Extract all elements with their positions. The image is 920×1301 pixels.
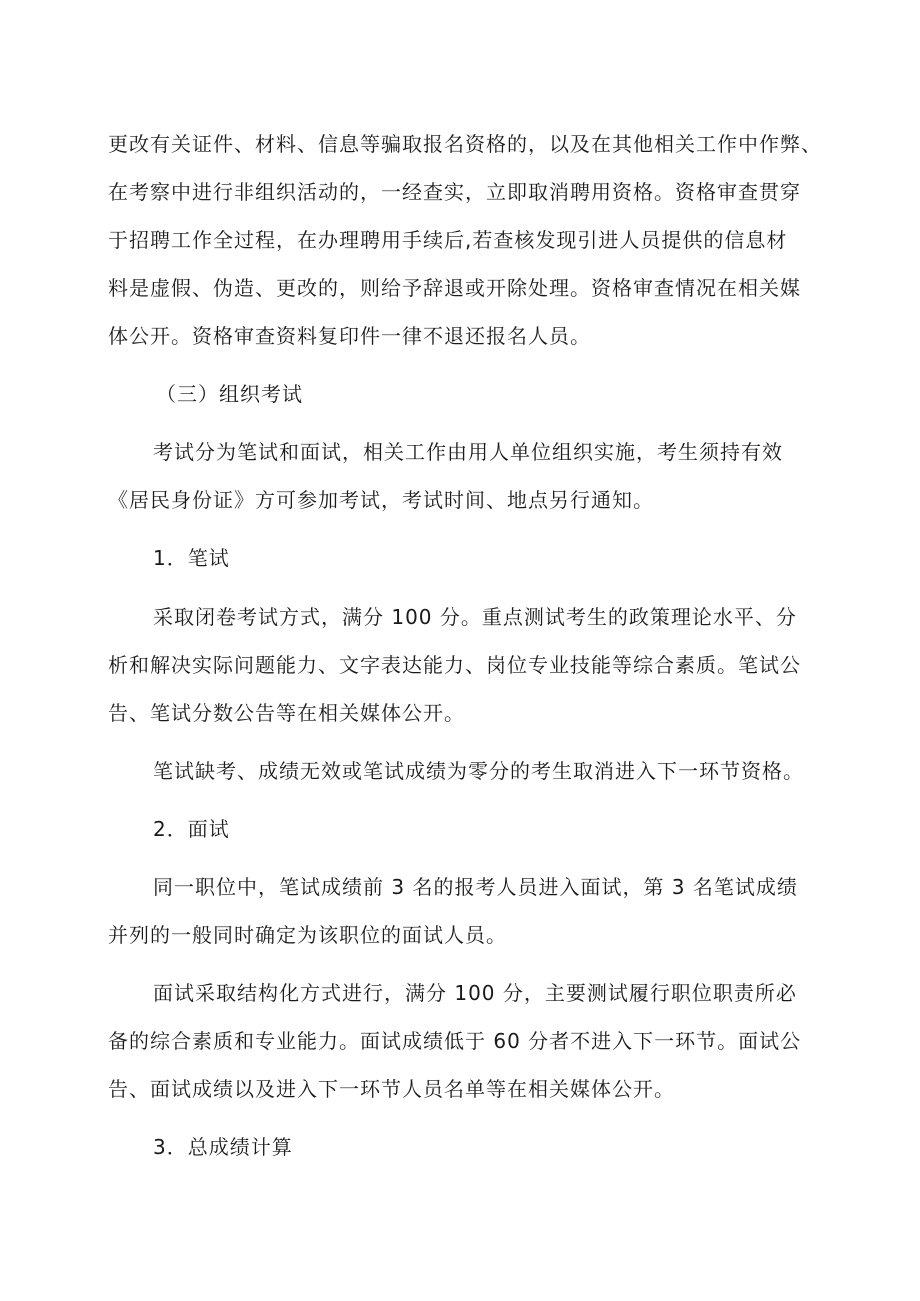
paragraph-line: 在考察中进行非组织活动的，一经查实，立即取消聘用资格。资格审查贯穿 xyxy=(108,180,801,204)
paragraph-line: 并列的一般同时确定为该职位的面试人员。 xyxy=(108,923,507,947)
subsection-heading: 3．总成绩计算 xyxy=(153,1135,293,1159)
paragraph-line: 笔试缺考、成绩无效或笔试成绩为零分的考生取消进入下一环节资格。 xyxy=(153,759,804,783)
paragraph-line: 于招聘工作全过程，在办理聘用手续后,若查核发现引进人员提供的信息材 xyxy=(108,228,788,252)
paragraph-line: 同一职位中，笔试成绩前 3 名的报考人员进入面试，第 3 名笔试成绩 xyxy=(153,875,798,899)
paragraph-line: 考试分为笔试和面试，相关工作由用人单位组织实施，考生须持有效 xyxy=(153,440,783,464)
paragraph-line: 更改有关证件、材料、信息等骗取报名资格的，以及在其他相关工作中作弊、 xyxy=(108,132,822,156)
section-heading: （三）组织考试 xyxy=(156,382,303,406)
paragraph-line: 《居民身份证》方可参加考试，考试时间、地点另行通知。 xyxy=(108,488,654,512)
paragraph-line: 告、笔试分数公告等在相关媒体公开。 xyxy=(108,701,465,725)
paragraph-line: 面试采取结构化方式进行，满分 100 分，主要测试履行职位职责所必 xyxy=(153,981,797,1005)
paragraph-line: 告、面试成绩以及进入下一环节人员名单等在相关媒体公开。 xyxy=(108,1077,675,1101)
paragraph-line: 采取闭卷考试方式，满分 100 分。重点测试考生的政策理论水平、分 xyxy=(153,605,797,629)
paragraph-line: 体公开。资格审查资料复印件一律不退还报名人员。 xyxy=(108,324,591,348)
paragraph-line: 备的综合素质和专业能力。面试成绩低于 60 分者不进入下一环节。面试公 xyxy=(108,1029,802,1053)
subsection-heading: 1．笔试 xyxy=(153,546,230,570)
paragraph-line: 料是虚假、伪造、更改的，则给予辞退或开除处理。资格审查情况在相关媒 xyxy=(108,276,801,300)
subsection-heading: 2．面试 xyxy=(153,817,230,841)
paragraph-line: 析和解决实际问题能力、文字表达能力、岗位专业技能等综合素质。笔试公 xyxy=(108,653,801,677)
